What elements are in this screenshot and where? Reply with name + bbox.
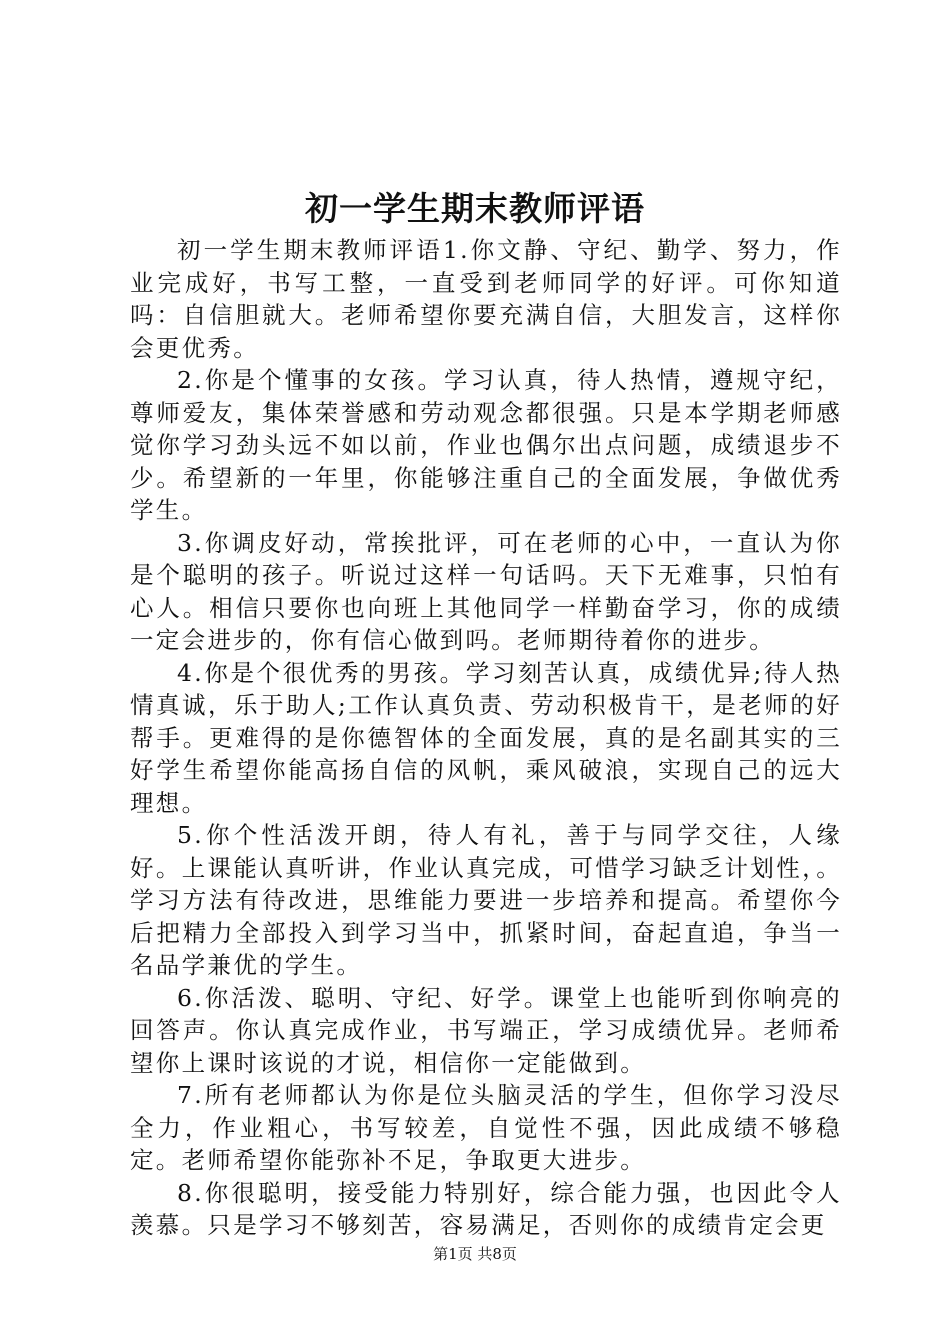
document-body	[130, 234, 842, 1242]
paragraph-2: 2.你是个懂事的女孩。学习认真，待人热情，遵规守纪，尊师爱友，集体荣誉感和劳动观念都很强。只是本学期老师感觉你学习劲头远不如以前，作业也偶尔出点问题，成绩退步不少。希望新的一年里，你能够注重自己的全面发展，争做优秀学生。	[130, 366, 842, 524]
paragraph-1: 初一学生期末教师评语1.你文静、守纪、勤学、努力，作业完成好，书写工整，一直受到老师同学的好评。可你知道吗：自信胆就大。老师希望你要充满自信，大胆发言，这样你会更优秀。	[130, 236, 842, 362]
paragraph-5: 5.你个性活泼开朗，待人有礼，善于与同学交往，人缘好。上课能认真听讲，作业认真完成，可惜学习缺乏计划性，。学习方法有待改进，思维能力要进一步培养和提高。希望你今后把精力全部投入到学习当中，抓紧时间，奋起直追，争当一名品学兼优的学生。	[130, 821, 842, 979]
document-title: 初一学生期末教师评语	[305, 189, 645, 228]
page-footer: 第1页 共8页	[433, 1245, 517, 1263]
paragraph-4: 4.你是个很优秀的男孩。学习刻苦认真，成绩优异;待人热情真诚，乐于助人;工作认真负责、劳动积极肯干，是老师的好帮手。更难得的是你德智体的全面发展，真的是名副其实的三好学生希望你能高扬自信的风帆，乘风破浪，实现自己的远大理想。	[130, 658, 842, 817]
paragraph-3: 3.你调皮好动，常挨批评，可在老师的心中，一直认为你是个聪明的孩子。听说过这样一句话吗。天下无难事，只怕有心人。相信只要你也向班上其他同学一样勤奋学习，你的成绩一定会进步的，你有信心做到吗。老师期待着你的进步。	[130, 528, 842, 654]
paragraph-7: 7.所有老师都认为你是位头脑灵活的学生，但你学习没尽全力，作业粗心，书写较差，自觉性不强，因此成绩不够稳定。老师希望你能弥补不足，争取更大进步。	[130, 1081, 842, 1174]
paragraph-8: 8.你很聪明，接受能力特别好，综合能力强，也因此令人羡慕。只是学习不够刻苦，容易满足，否则你的成绩肯定会更	[130, 1178, 842, 1239]
paragraph-6: 6.你活泼、聪明、守纪、好学。课堂上也能听到你响亮的回答声。你认真完成作业，书写端正，学习成绩优异。老师希望你上课时该说的才说，相信你一定能做到。	[130, 983, 842, 1077]
